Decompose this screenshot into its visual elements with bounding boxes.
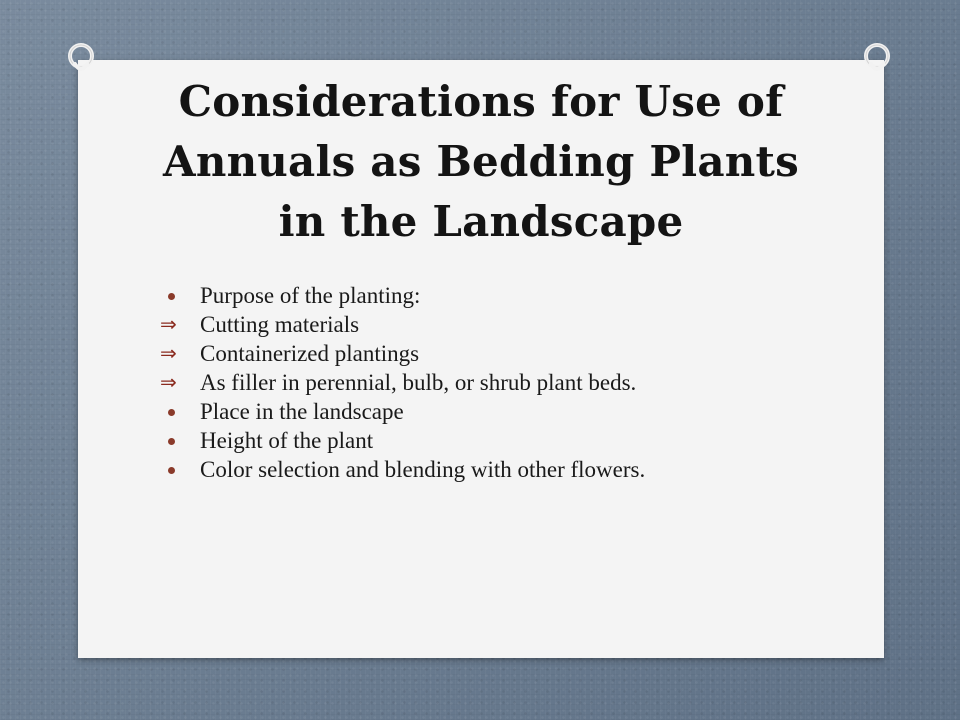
list-item (160, 281, 760, 310)
double-arrow-icon: ⇒ (160, 370, 177, 394)
pin-icon-right (862, 42, 892, 76)
list-item-text: Containerized plantings (200, 341, 420, 366)
pin-icon-left (66, 42, 96, 76)
list-item-text: As filler in perennial, bulb, or shrub plant beds. (200, 370, 637, 395)
round-bullet-icon (160, 281, 190, 310)
list-item (160, 455, 760, 484)
double-arrow-icon: ⇒ (160, 341, 177, 365)
slide-title (78, 72, 884, 252)
bullet-list (160, 281, 760, 484)
list-item (160, 339, 760, 368)
title-line-1: Considerations for Use of (178, 77, 784, 126)
round-bullet-icon (160, 426, 190, 455)
title-line-2: Annuals as Bedding Plants (163, 137, 799, 186)
list-item-text: Place in the landscape (200, 399, 404, 424)
list-item (160, 310, 760, 339)
list-item-text: Cutting materials (200, 312, 360, 337)
list-item-text: Color selection and blending with other flowers. (200, 457, 646, 482)
title-line-3: in the Landscape (278, 197, 684, 246)
list-item (160, 368, 760, 397)
list-item (160, 397, 760, 426)
list-item-text: Purpose of the planting: (200, 283, 421, 308)
round-bullet-icon (160, 397, 190, 426)
list-item (160, 426, 760, 455)
list-item-text: Height of the plant (200, 428, 374, 453)
round-bullet-icon (160, 455, 190, 484)
double-arrow-icon: ⇒ (160, 312, 177, 336)
